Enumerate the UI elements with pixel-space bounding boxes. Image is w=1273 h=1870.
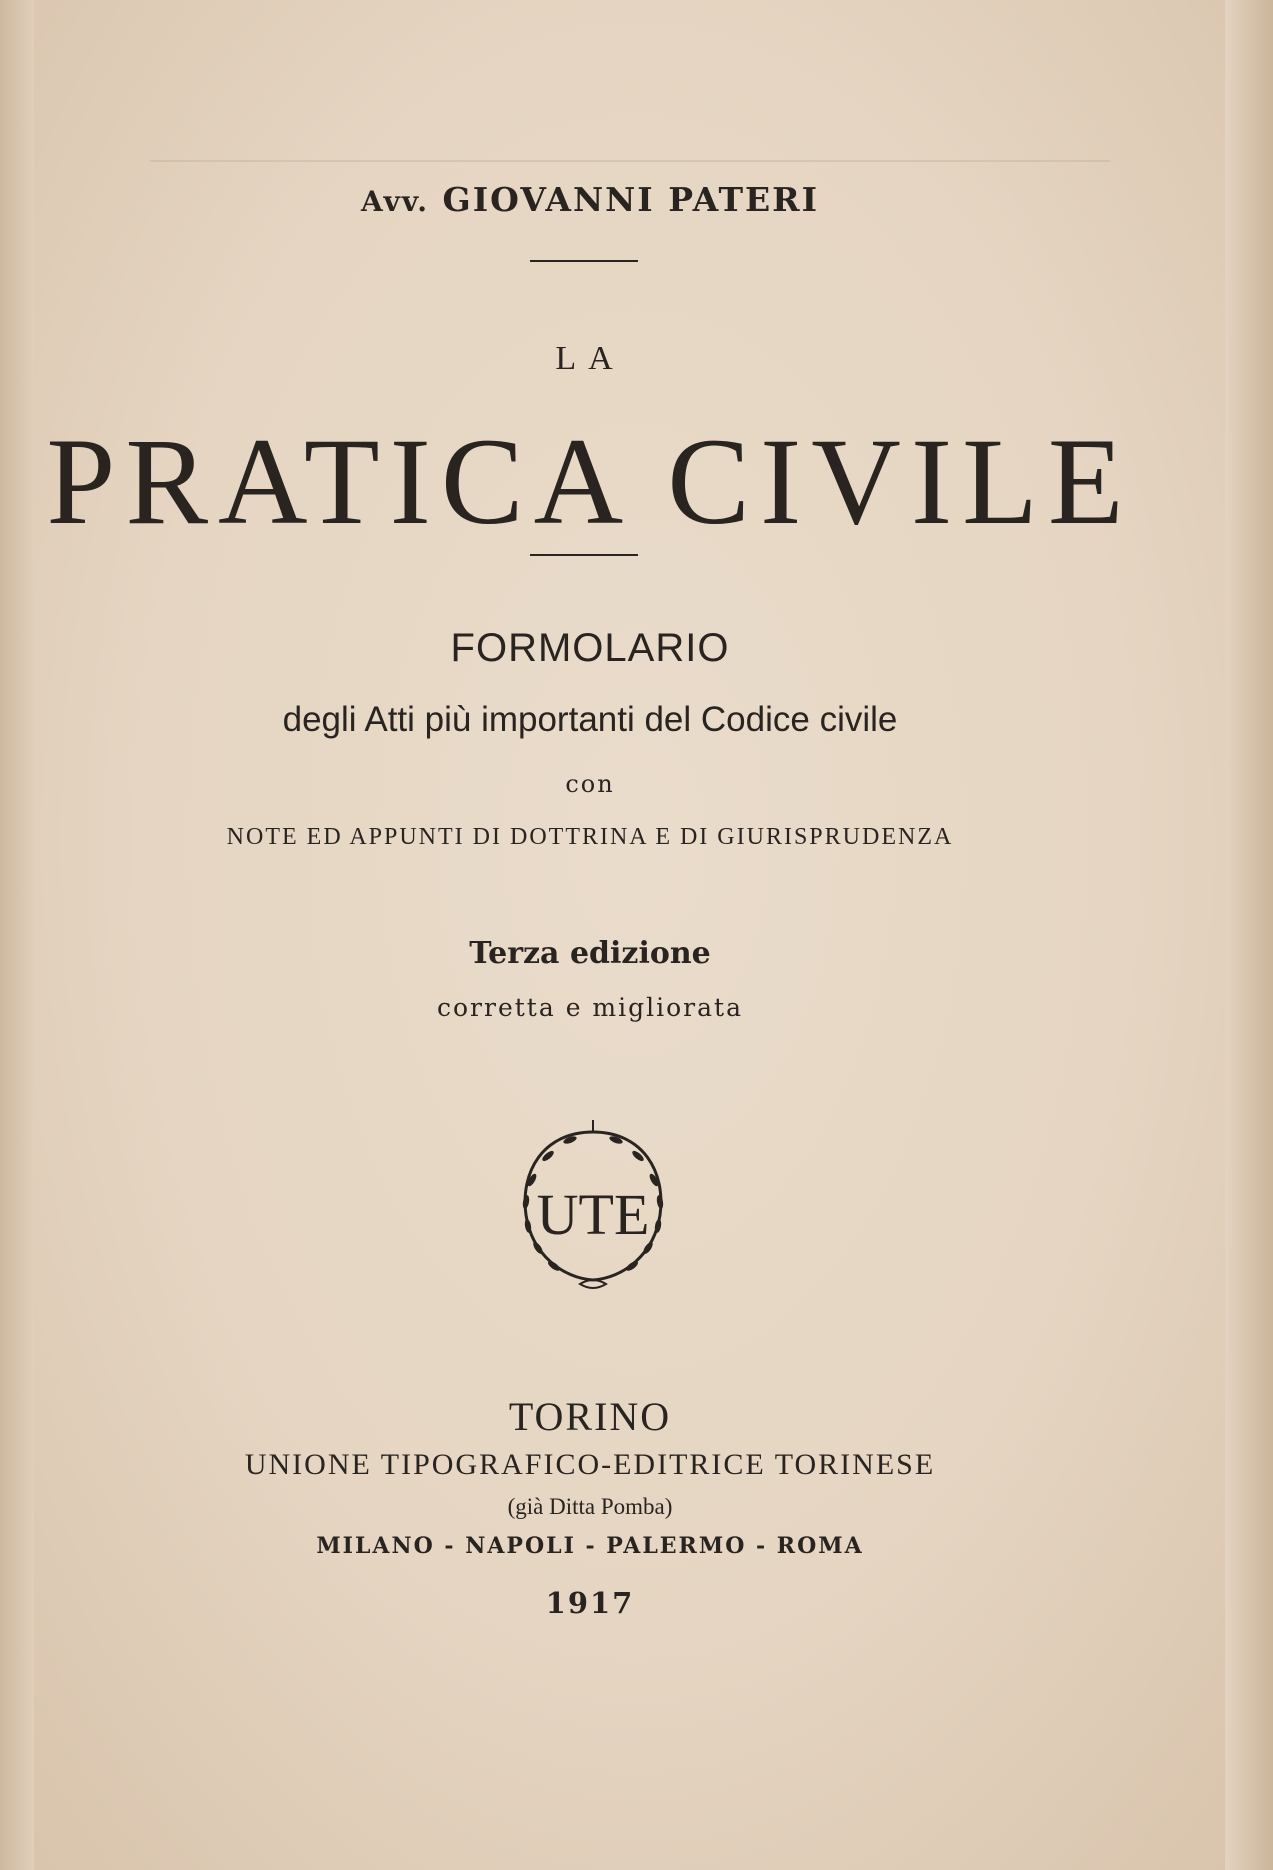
show-through-rule — [150, 160, 1110, 162]
publication-year: 1917 — [545, 1586, 635, 1620]
subtitle-heading: FORMOLARIO — [450, 626, 730, 670]
title-article: LA — [555, 340, 625, 377]
divider-rule-1 — [530, 260, 638, 262]
author-line — [0, 180, 1180, 219]
divider-rule-2 — [530, 554, 638, 556]
logo-monogram: UTE — [536, 1182, 650, 1247]
page-edge-right — [1225, 0, 1273, 1870]
publisher-former-name: (già Ditta Pomba) — [507, 1494, 673, 1519]
subtitle-notes: NOTE ED APPUNTI DI DOTTRINA E DI GIURISPRUDENZA — [226, 824, 954, 850]
subtitle-line: degli Atti più importanti del Codice civile — [282, 700, 898, 739]
publisher-logo-icon — [508, 1110, 678, 1295]
publisher-name: UNIONE TIPOGRAFICO-EDITRICE TORINESE — [244, 1448, 936, 1481]
author-name: GIOVANNI PATERI — [442, 180, 820, 219]
author-prefix: Avv. — [360, 185, 430, 218]
edition: Terza edizione — [469, 936, 711, 971]
edition-note: corretta e migliorata — [437, 993, 743, 1022]
publication-city: TORINO — [508, 1394, 672, 1439]
subtitle-con: con — [565, 770, 615, 798]
branch-cities: MILANO - NAPOLI - PALERMO - ROMA — [316, 1533, 864, 1559]
book-title: PRATICA CIVILE — [46, 413, 1134, 550]
